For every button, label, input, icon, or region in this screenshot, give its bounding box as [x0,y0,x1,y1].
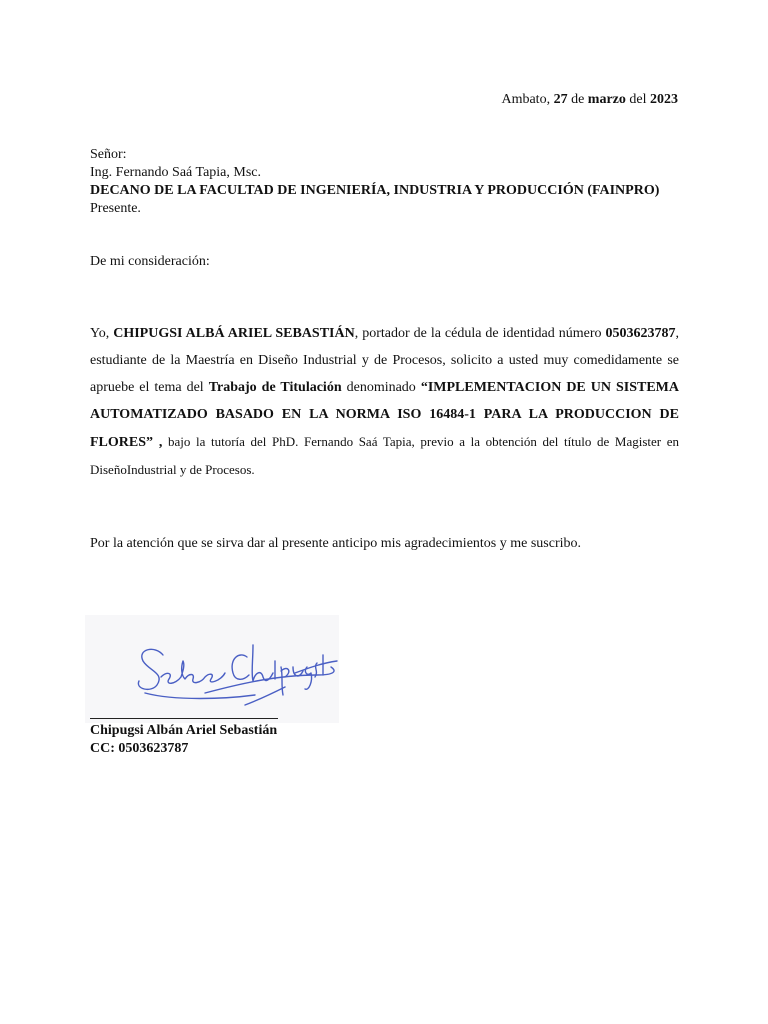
thesis-label: Trabajo de Titulación [208,380,342,395]
date-day: 27 [553,92,568,107]
closing-line: Por la atención que se sirva dar al presente anticipo mis agradecimientos y me suscribo. [90,536,582,551]
date-de: de [567,92,588,107]
addressee-presente: Presente. [90,201,141,216]
date-city: Ambato, [501,92,554,107]
body-text-2: , portador de la cédula de identidad número [354,326,606,341]
letter-date [501,92,678,108]
addressee-position: DECANO DE LA FACULTAD DE INGENIERÍA, INDUSTRIA Y PRODUCCIÓN (FAINPRO) [90,183,660,198]
signature-line [90,718,278,719]
body-text-5: bajo la tutoría del PhD. Fernando Saá Tapia, previo a la obtención del título de Magister en DiseñoIndustrial y de Procesos. [90,434,679,477]
date-year: 2023 [650,92,678,107]
body-text-1: Yo, [90,326,114,341]
body-text-3: , estudiante de la Maestría en Diseño Industrial y de Procesos, solicito a usted muy comedidamente se apruebe el tema del [90,326,679,395]
signature-drawing [85,615,339,723]
date-del: del [625,92,650,107]
body-paragraph [90,320,679,484]
student-name: CHIPUGSI ALBÁ ARIEL SEBASTIÁN [113,326,355,341]
signer-block [90,722,277,758]
date-month: marzo [587,92,626,107]
id-number: 0503623787 [605,326,676,341]
addressee-name: Ing. Fernando Saá Tapia, Msc. [90,165,262,180]
signer-name: Chipugsi Albán Ariel Sebastián [90,723,278,738]
signer-cc: CC: 0503623787 [90,741,189,756]
handwritten-signature [85,615,339,723]
greeting: De mi consideración: [90,254,210,269]
body-text-4: denominado [341,380,421,395]
thesis-title: “IMPLEMENTACION DE UN SISTEMA AUTOMATIZADO BASADO EN LA NORMA ISO 16484-1 PARA LA PRODUCCION DE FLORES” , [90,380,680,450]
addressee-block [90,146,680,218]
addressee-salutation: Señor: [90,147,127,162]
